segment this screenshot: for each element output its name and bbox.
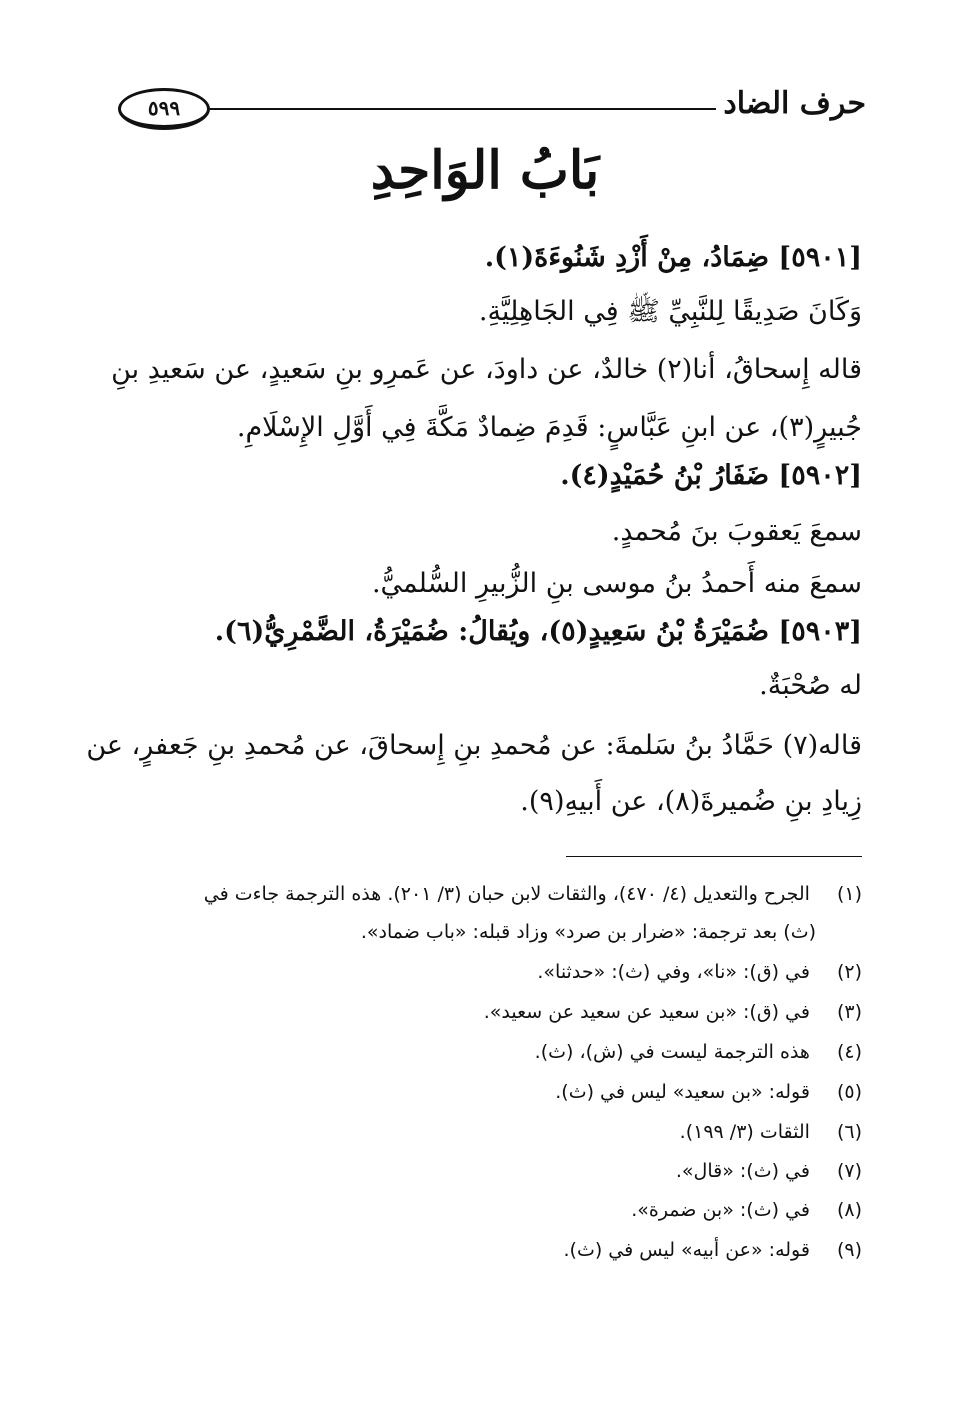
body-line: سمعَ منه أَحمدُ بنُ موسى بنِ الزُّبيرِ السُّلميُّ. xyxy=(371,568,862,599)
footnote-text: قوله: «عن أبيه» ليس في (ث). xyxy=(563,1239,810,1261)
footnote-text: في (ث): «قال». xyxy=(675,1160,810,1182)
body-line: قاله إِسحاقُ، أنا(٢) خالدٌ، عن داودَ، عن عَمرِو بنِ سَعيدٍ، عن سَعيدِ بنِ xyxy=(111,354,862,385)
footnote-text: قوله: «بن سعيد» ليس في (ث). xyxy=(555,1081,810,1103)
body-line: وَكَانَ صَدِيقًا لِلنَّبِيِّ ﷺ فِي الجَاهِلِيَّةِ. xyxy=(478,296,862,327)
footnote-rule xyxy=(566,856,862,857)
footnote-number: (٦) xyxy=(836,1121,862,1143)
entry-5901-heading: [٥٩٠١] ضِمَادُ، مِنْ أَزْدِ شَنُوءَةَ(١). xyxy=(484,242,862,273)
entry-5902-heading: [٥٩٠٢] ضَفَارُ بْنُ حُمَيْدٍ(٤). xyxy=(560,460,862,491)
entry-5903-heading: [٥٩٠٣] ضُمَيْرَةُ بْنُ سَعِيدٍ(٥)، ويُقالُ: ضُمَيْرَةُ، الضَّمْرِيُّ(٦). xyxy=(214,616,862,647)
body-line: سمعَ يَعقوبَ بنَ مُحمدٍ. xyxy=(611,516,862,547)
chapter-title: بَابُ الوَاحِدِ xyxy=(370,140,600,201)
body-line: قاله(٧) حَمَّادُ بنُ سَلمةَ: عن مُحمدِ بنِ إِسحاقَ، عن مُحمدِ بنِ جَعفرٍ، عن xyxy=(86,730,862,761)
footnote-text: في (ق): «بن سعيد عن سعيد عن سعيد». xyxy=(483,1001,810,1023)
footnote-2 xyxy=(110,958,862,986)
footnote-3 xyxy=(110,998,862,1026)
footnote-5 xyxy=(110,1078,862,1106)
body-line: له صُحْبَةٌ. xyxy=(759,670,862,701)
footnote-text: الجرح والتعديل (٤/ ٤٧٠)، والثقات لابن حبان (٣/ ٢٠١). هذه الترجمة جاءت في xyxy=(203,883,810,905)
footnote-number: (٨) xyxy=(836,1199,862,1221)
footnote-1 xyxy=(110,880,862,908)
footnote-text: الثقات (٣/ ١٩٩). xyxy=(679,1121,810,1143)
footnote-text: هذه الترجمة ليست في (ش)، (ث). xyxy=(534,1041,810,1063)
body-line: زِيادِ بنِ ضُميرةَ(٨)، عن أَبيهِ(٩). xyxy=(520,786,862,817)
footnote-text: في (ث): «بن ضمرة». xyxy=(631,1199,810,1221)
header-rule xyxy=(210,108,716,110)
footnote-text: في (ق): «نا»، وفي (ث): «حدثنا». xyxy=(537,961,810,983)
running-head: حرف الضاد xyxy=(723,86,866,121)
footnote-9 xyxy=(110,1236,862,1264)
footnote-8 xyxy=(110,1196,862,1224)
footnote-number: (٣) xyxy=(836,1001,862,1023)
page-header xyxy=(118,86,866,136)
footnote-number: (٤) xyxy=(836,1041,862,1063)
footnote-7 xyxy=(110,1157,862,1185)
footnote-6 xyxy=(110,1118,862,1146)
footnote-number: (٧) xyxy=(836,1160,862,1182)
page-number: ٥٩٩ xyxy=(118,88,210,130)
footnote-number: (٥) xyxy=(836,1081,862,1103)
footnote-number: (٢) xyxy=(836,961,862,983)
footnote-number: (٩) xyxy=(836,1239,862,1261)
footnote-1-continued: (ث) بعد ترجمة: «ضرار بن صرد» وزاد قبله: «باب ضماد». xyxy=(360,921,816,943)
footnote-number: (١) xyxy=(836,883,862,905)
footnote-4 xyxy=(110,1038,862,1066)
body-line: جُبيرٍ(٣)، عن ابنِ عَبَّاسٍ: قَدِمَ ضِمادٌ مَكَّةَ فِي أَوَّلِ الإِسْلَامِ. xyxy=(236,412,862,443)
